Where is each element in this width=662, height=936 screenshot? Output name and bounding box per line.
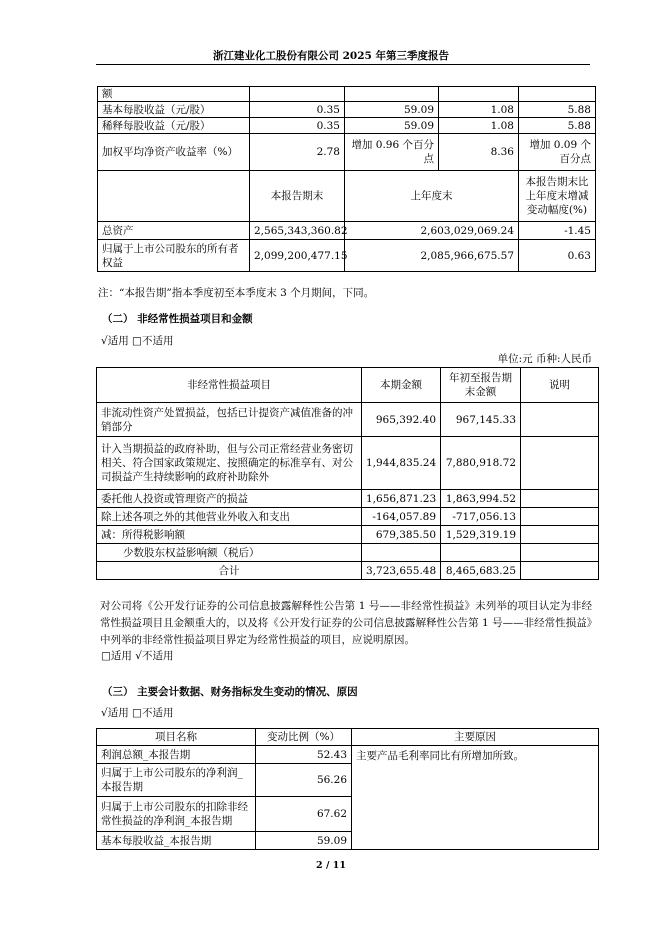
column-header: 本期金额 [362,368,441,403]
row-label: 计入当期损益的政府补助，但与公司正常经营业务密切相关、符合国家政策规定、按照确定的标准享有、对公司损益产生持续影响的政府补助除外 [97,437,362,490]
column-header: 变动比例（%） [256,729,352,746]
cell-value: 0.35 [250,118,345,134]
cell-value: 1.08 [439,102,519,118]
table-header-row [97,729,599,746]
column-header: 主要原因 [352,729,599,746]
cell-value: 5.88 [519,118,596,134]
row-label: 委托他人投资或管理资产的损益 [97,490,362,508]
cell-value: 1,656,871.23 [362,490,441,508]
cell-value: 967,145.33 [441,403,521,437]
cell-value: 59.09 [345,118,439,134]
row-label: 除上述各项之外的其他营业外收入和支出 [97,508,362,526]
changes-table [96,728,599,850]
row-label: 额 [98,87,250,102]
row-label: 总资产 [98,222,250,240]
column-header: 本报告期末比上年度末增减变动幅度(%) [519,171,596,222]
cell-value: 增加 0.96 个百分点 [345,134,439,171]
nonrecurring-table [96,367,599,580]
page-number: 2 / 11 [316,860,346,871]
row-label: 加权平均净资产收益率（%） [98,134,250,171]
cell-value: 8,465,683.25 [441,562,521,580]
cell-value: 3,723,655.48 [362,562,441,580]
cell-value: 1.08 [439,118,519,134]
page-header: 浙江建业化工股份有限公司 2025 年第三季度报告 [212,50,450,62]
cell-value: 2,085,966,675.57 [345,240,519,272]
table-row [97,437,599,490]
cell-value: 56.26 [256,764,352,797]
column-header: 年初至报告期末金额 [441,368,521,403]
column-header: 非经常性损益项目 [97,368,362,403]
cell-value: 5.88 [519,102,596,118]
table-row [98,222,596,240]
cell-value: 1,863,994.52 [441,490,521,508]
cell-value [441,544,521,562]
cell-value: -1.45 [519,222,596,240]
cell-value: 2.78 [250,134,345,171]
table-row [97,544,599,562]
cell-value: 2,603,029,069.24 [345,222,519,240]
cell-value: 67.62 [256,797,352,832]
table-row [97,490,599,508]
cell-value: -717,056.13 [441,508,521,526]
cell-value: 8.36 [439,134,519,171]
reason-cell: 主要产品毛利率同比有所增加所致。 [352,746,599,850]
cell-value: 1,944,835.24 [362,437,441,490]
row-label: 少数股东权益影响额（税后） [97,544,362,562]
cell-value: 2,099,200,477.15 [250,240,345,272]
row-label: 减：所得税影响额 [97,526,362,544]
cell-value: -164,057.89 [362,508,441,526]
table-row [97,508,599,526]
section-title: （三） 主要会计数据、财务指标发生变动的情况、原因 [102,686,358,698]
explanation-paragraph: 对公司将《公开发行证券的公司信息披露解释性公告第 1 号——非经常性损益》未列举的项目认定为非经常性损益项目且金额重大的，以及将《公开发行证券的公司信息披露解释性公告第 1 号——非经常性损益》中列举的非经常性损益项目界定为经常性损益的项目，应说明原因。 [100,600,592,646]
cell-value: 52.43 [256,746,352,764]
table-row [97,526,599,544]
key-financial-table [97,86,596,272]
row-label: 基本每股收益_本报告期 [97,832,256,850]
cell-value: 59.09 [256,832,352,850]
row-label: 稀释每股收益（元/股） [98,118,250,134]
table-row [97,403,599,437]
column-header: 本报告期末 [250,171,345,222]
table-row [98,134,596,171]
table-note: 注：“本报告期”指本季度初至本季度末 3 个月期间，下同。 [98,287,375,299]
row-label: 利润总额_本报告期 [97,746,256,764]
applicable-checkbox: □适用 √不适用 [101,650,174,662]
applicable-checkbox: √适用 □不适用 [101,707,174,719]
table-row [97,746,599,764]
table-total-row [97,562,599,580]
column-header: 项目名称 [97,729,256,746]
cell-value: 2,565,343,360.82 [250,222,345,240]
unit-label: 单位:元 币种:人民币 [497,353,592,365]
cell-value: 增加 0.09 个百分点 [519,134,596,171]
cell-value: 1,529,319.19 [441,526,521,544]
cell-value: 0.35 [250,102,345,118]
cell-value [362,544,441,562]
column-header: 上年度末 [345,171,519,222]
row-label: 归属于上市公司股东的净利润_本报告期 [97,764,256,797]
row-label: 归属于上市公司股东的所有者权益 [98,240,250,272]
row-label: 归属于上市公司股东的扣除非经常性损益的净利润_本报告期 [97,797,256,832]
row-label: 合计 [97,562,362,580]
row-label: 非流动性资产处置损益，包括已计提资产减值准备的冲销部分 [97,403,362,437]
table-header-row [98,171,596,222]
cell-value: 59.09 [345,102,439,118]
table-row [98,118,596,134]
row-label: 基本每股收益（元/股） [98,102,250,118]
table-row [98,102,596,118]
table-header-row [97,368,599,403]
cell-value: 965,392.40 [362,403,441,437]
column-header: 说明 [521,368,599,403]
table-row [98,87,596,102]
cell-value: 679,385.50 [362,526,441,544]
header-divider [96,64,590,65]
section-title: （二） 非经常性损益项目和金额 [102,313,253,325]
cell-value: 7,880,918.72 [441,437,521,490]
table-row [98,240,596,272]
applicable-checkbox: √适用 □不适用 [101,335,174,347]
cell-value: 0.63 [519,240,596,272]
